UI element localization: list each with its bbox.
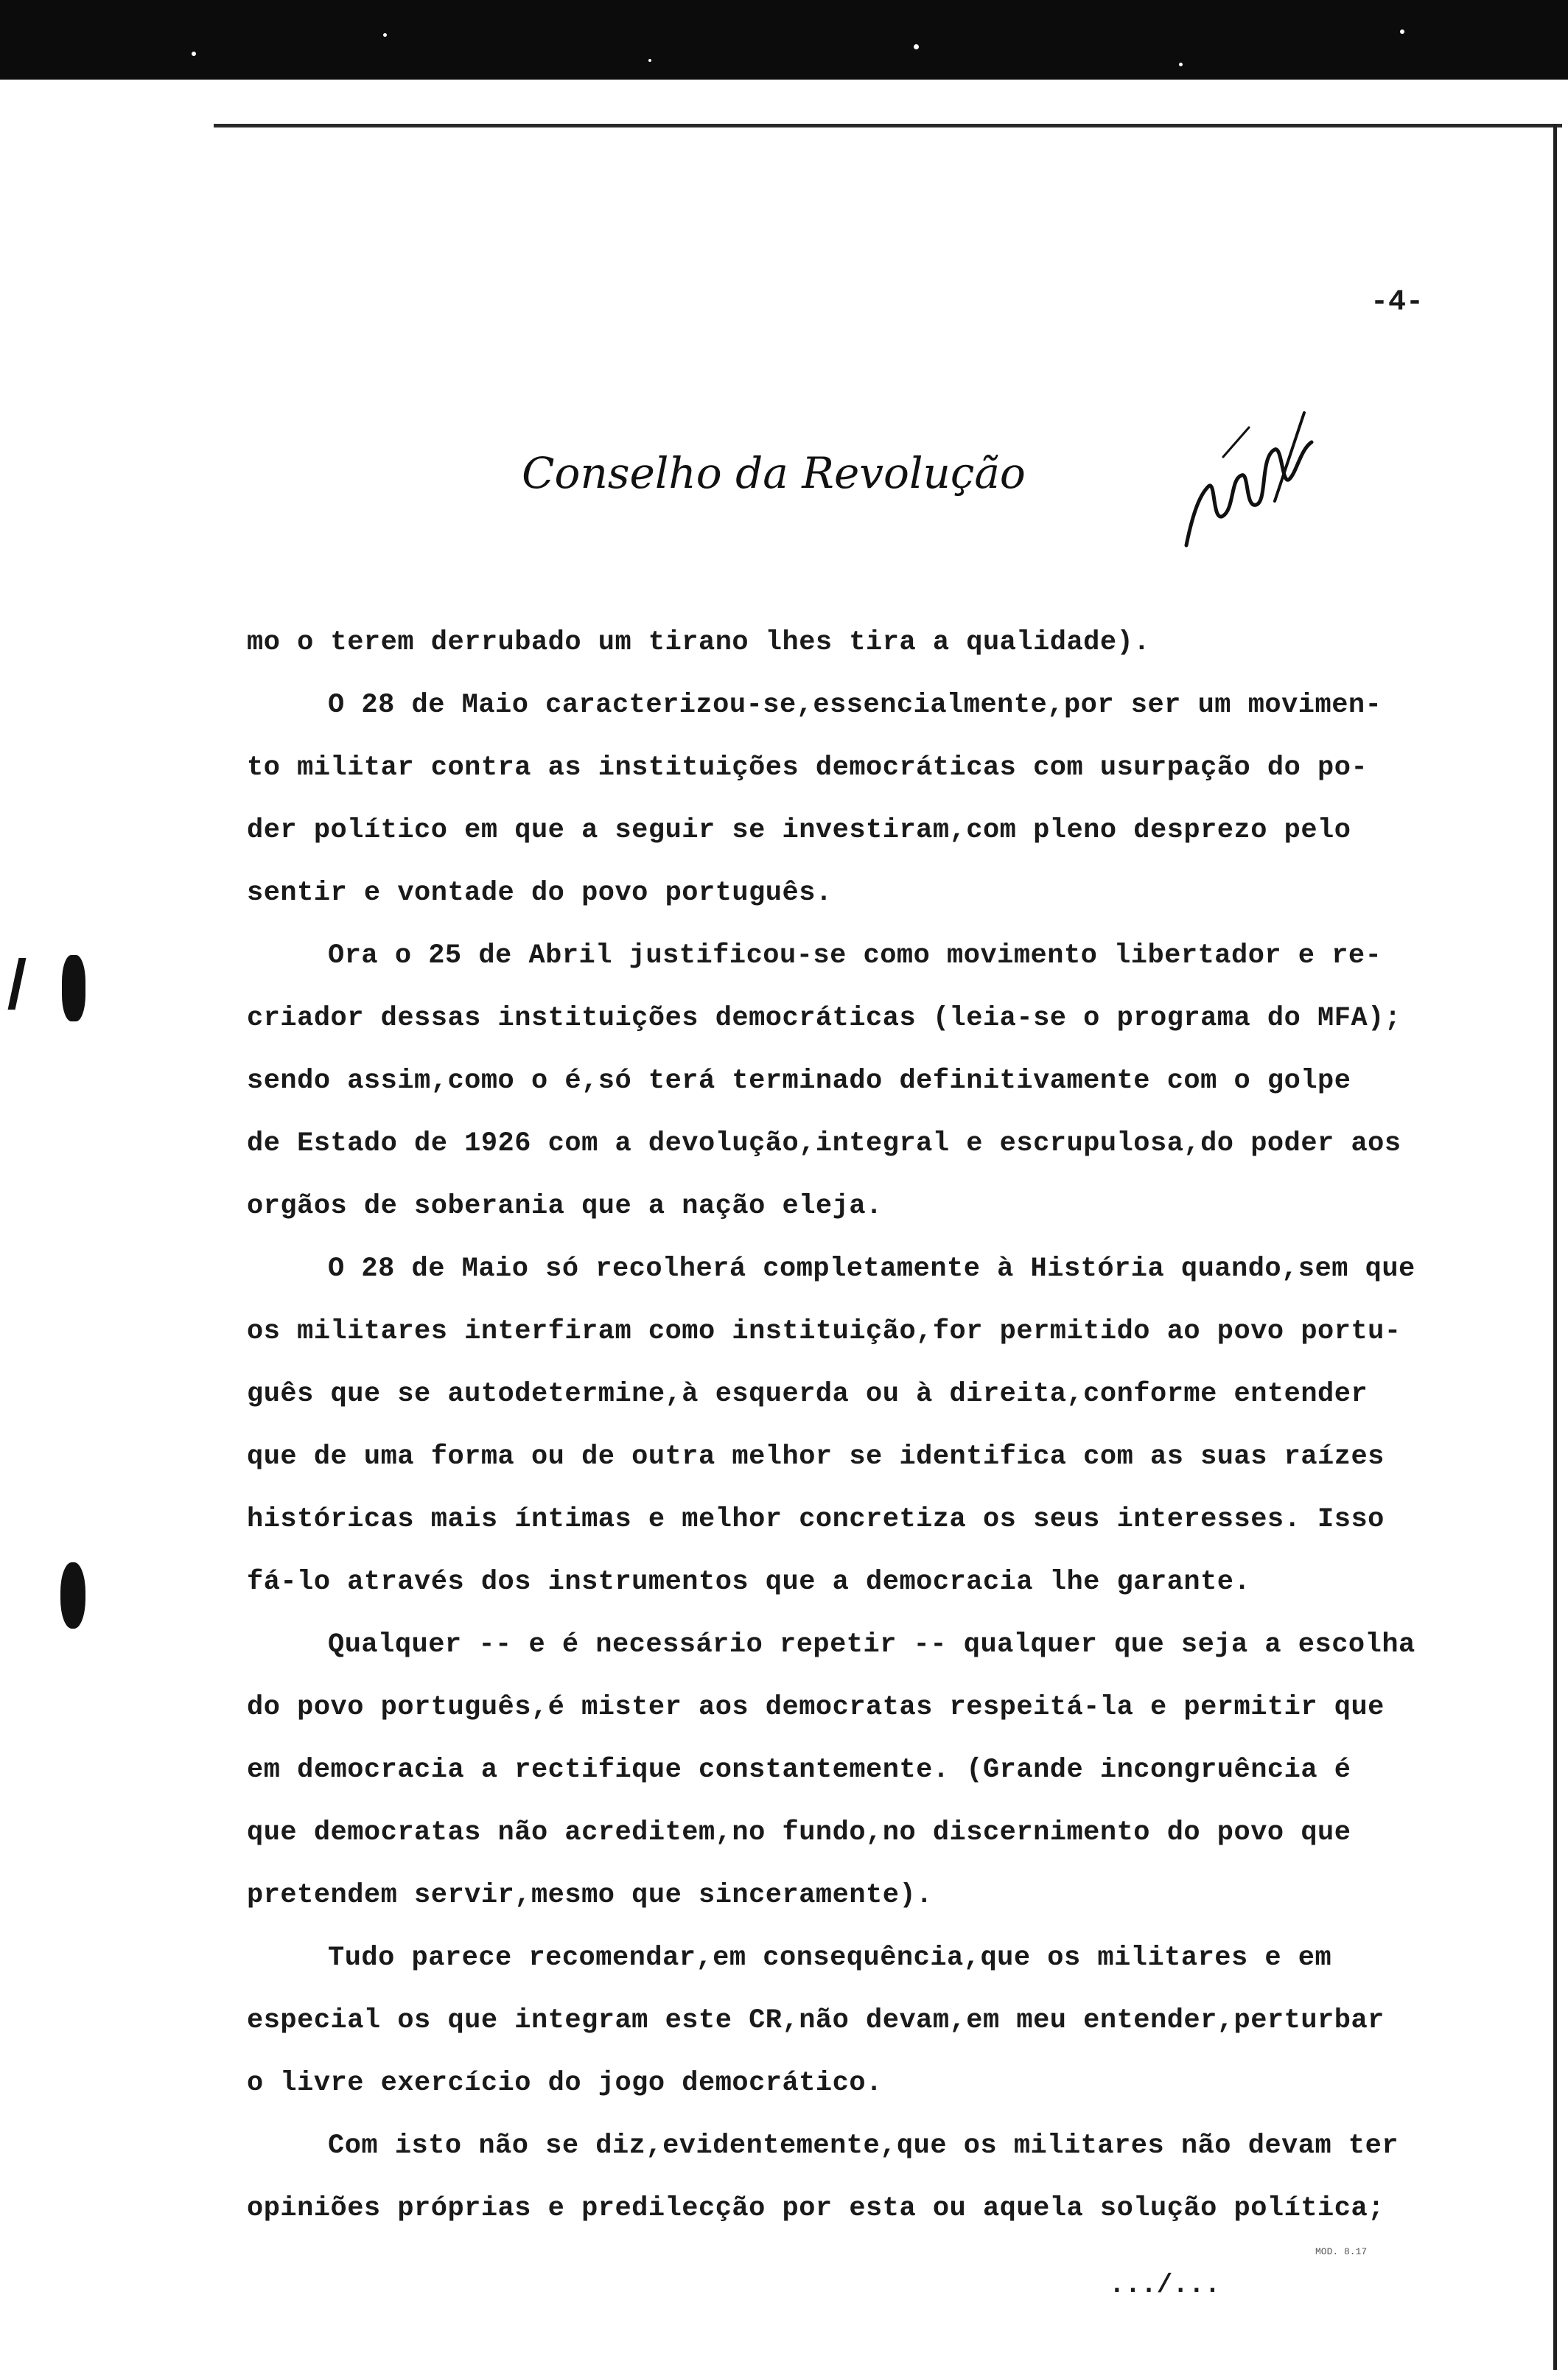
text-line: mo o terem derrubado um tirano lhes tira a qualidade). — [247, 627, 1150, 658]
margin-mark — [62, 955, 85, 1021]
text-line: que de uma forma ou de outra melhor se identifica com as suas raízes — [247, 1441, 1385, 1472]
text-line: fá-lo através dos instrumentos que a democracia lhe garante. — [247, 1567, 1251, 1598]
signature — [1179, 398, 1326, 560]
text-line: sentir e vontade do povo português. — [247, 878, 833, 909]
text-line: orgãos de soberania que a nação eleja. — [247, 1191, 883, 1222]
text-line: históricas mais íntimas e melhor concretiza os seus interesses. Isso — [247, 1504, 1385, 1535]
text-line: opiniões próprias e predilecção por esta ou aquela solução política; — [247, 2193, 1385, 2224]
body-text — [247, 612, 1441, 2240]
text-line: Ora o 25 de Abril justificou-se como movimento libertador e re- — [328, 940, 1382, 971]
text-line: sendo assim,como o é,só terá terminado definitivamente com o golpe — [247, 1066, 1351, 1097]
margin-mark — [60, 1562, 85, 1629]
header-rule — [214, 124, 1562, 127]
text-line: der político em que a seguir se investiram,com pleno desprezo pelo — [247, 815, 1351, 846]
text-line: O 28 de Maio só recolherá completamente à História quando,sem que — [328, 1254, 1415, 1284]
margin-mark — [8, 958, 27, 1010]
text-line: de Estado de 1926 com a devolução,integral e escrupulosa,do poder aos — [247, 1128, 1401, 1159]
text-line: o livre exercício do jogo democrático. — [247, 2068, 883, 2099]
text-line: criador dessas instituições democráticas (leia-se o programa do MFA); — [247, 1003, 1401, 1034]
form-code: MOD. 8.17 — [1315, 2246, 1368, 2257]
text-line: os militares interfiram como instituição,for permitido ao povo portu- — [247, 1316, 1401, 1347]
text-line: em democracia a rectifique constantemente. (Grande incongruência é — [247, 1755, 1351, 1786]
text-line: Tudo parece recomendar,em consequência,que os militares e em — [328, 1943, 1332, 1974]
text-line: guês que se autodetermine,à esquerda ou à direita,conforme entender — [247, 1379, 1368, 1410]
page-number: -4- — [1371, 286, 1424, 319]
text-line: do povo português,é mister aos democratas respeitá-la e permitir que — [247, 1692, 1385, 1723]
continuation-mark: .../... — [1109, 2270, 1221, 2300]
text-line: especial os que integram este CR,não devam,em meu entender,perturbar — [247, 2005, 1385, 2036]
text-line: pretendem servir,mesmo que sinceramente). — [247, 1880, 933, 1911]
text-line: Com isto não se diz,evidentemente,que os militares não devam ter — [328, 2130, 1399, 2161]
text-line: Qualquer -- e é necessário repetir -- qualquer que seja a escolha — [328, 1629, 1415, 1660]
text-line: to militar contra as instituições democráticas com usurpação do po- — [247, 752, 1368, 783]
page-edge — [1553, 124, 1557, 2370]
text-line: que democratas não acreditem,no fundo,no discernimento do povo que — [247, 1817, 1351, 1848]
scan-border-top — [0, 0, 1568, 80]
letterhead: Conselho da Revolução — [522, 448, 1026, 498]
text-line: O 28 de Maio caracterizou-se,essencialmente,por ser um movimen- — [328, 690, 1382, 721]
